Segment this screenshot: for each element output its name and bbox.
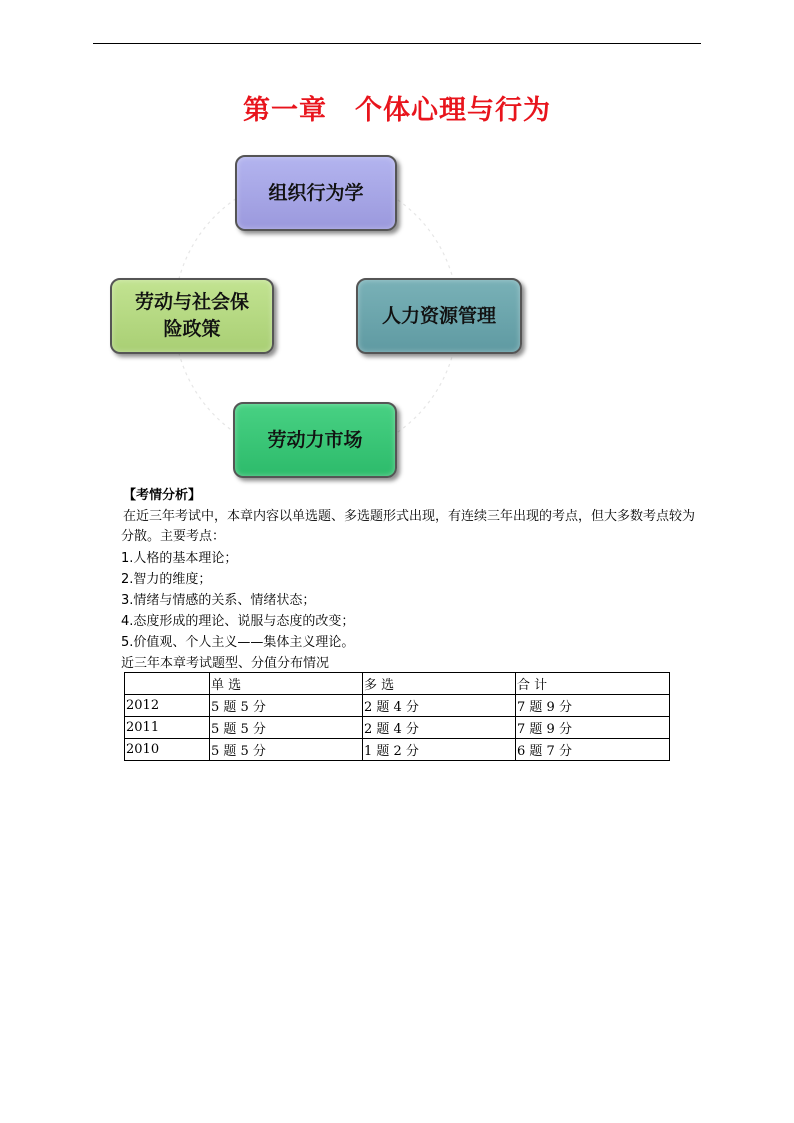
table-cell: 2 题 4 分 <box>362 695 515 717</box>
table-header-cell: 合 计 <box>516 673 670 695</box>
table-cell: 2010 <box>125 739 210 761</box>
node-label <box>135 289 249 343</box>
table-header-row <box>125 673 670 695</box>
table-cell: 7 题 9 分 <box>516 717 670 739</box>
list-item: 3.情绪与情感的关系、情绪状态； <box>121 593 316 608</box>
table-header-cell: 单 选 <box>209 673 362 695</box>
concept-diagram <box>100 148 540 488</box>
list-item: 1.人格的基本理论； <box>121 551 238 566</box>
analysis-paragraph-text: 在近三年考试中，本章内容以单选题、多选题形式出现，有连续三年出现的考点，但大多数考点较为分散。主要考点： <box>121 509 696 544</box>
score-distribution-table <box>124 672 670 761</box>
table-cell: 2012 <box>125 695 210 717</box>
analysis-heading: 【考情分析】 <box>123 488 202 503</box>
analysis-paragraph <box>121 507 703 547</box>
table-cell: 7 题 9 分 <box>516 695 670 717</box>
table-cell: 1 题 2 分 <box>362 739 515 761</box>
table-row <box>125 695 670 717</box>
node-label-line-1: 劳动与社会保 <box>134 291 249 313</box>
diagram-node-human-resource-management <box>356 278 522 354</box>
chapter-title: 第一章 个体心理与行为 <box>243 95 551 126</box>
diagram-node-labor-social-security-policy <box>110 278 274 354</box>
node-label: 劳动力市场 <box>267 428 363 451</box>
diagram-node-organizational-behavior <box>235 155 397 231</box>
table-cell: 2 题 4 分 <box>362 717 515 739</box>
table-cell: 5 题 5 分 <box>209 739 362 761</box>
table-cell: 2011 <box>125 717 210 739</box>
header-rule <box>93 43 701 44</box>
table-row <box>125 739 670 761</box>
list-item: 2.智力的维度； <box>121 572 212 587</box>
node-label: 组织行为学 <box>268 181 364 204</box>
table-header-cell: 多 选 <box>362 673 515 695</box>
table-caption: 近三年本章考试题型、分值分布情况 <box>121 656 330 671</box>
table-cell: 6 题 7 分 <box>516 739 670 761</box>
list-item: 5.价值观、个人主义——集体主义理论。 <box>121 635 355 650</box>
diagram-node-labor-market <box>233 402 397 478</box>
table-cell: 5 题 5 分 <box>209 695 362 717</box>
node-label-line-2: 险政策 <box>163 318 221 340</box>
key-points-list <box>121 548 354 653</box>
node-label: 人力资源管理 <box>381 304 496 327</box>
table-header-cell <box>125 673 210 695</box>
table-cell: 5 题 5 分 <box>209 717 362 739</box>
table-row <box>125 717 670 739</box>
list-item: 4.态度形成的理论、说服与态度的改变； <box>121 614 355 629</box>
